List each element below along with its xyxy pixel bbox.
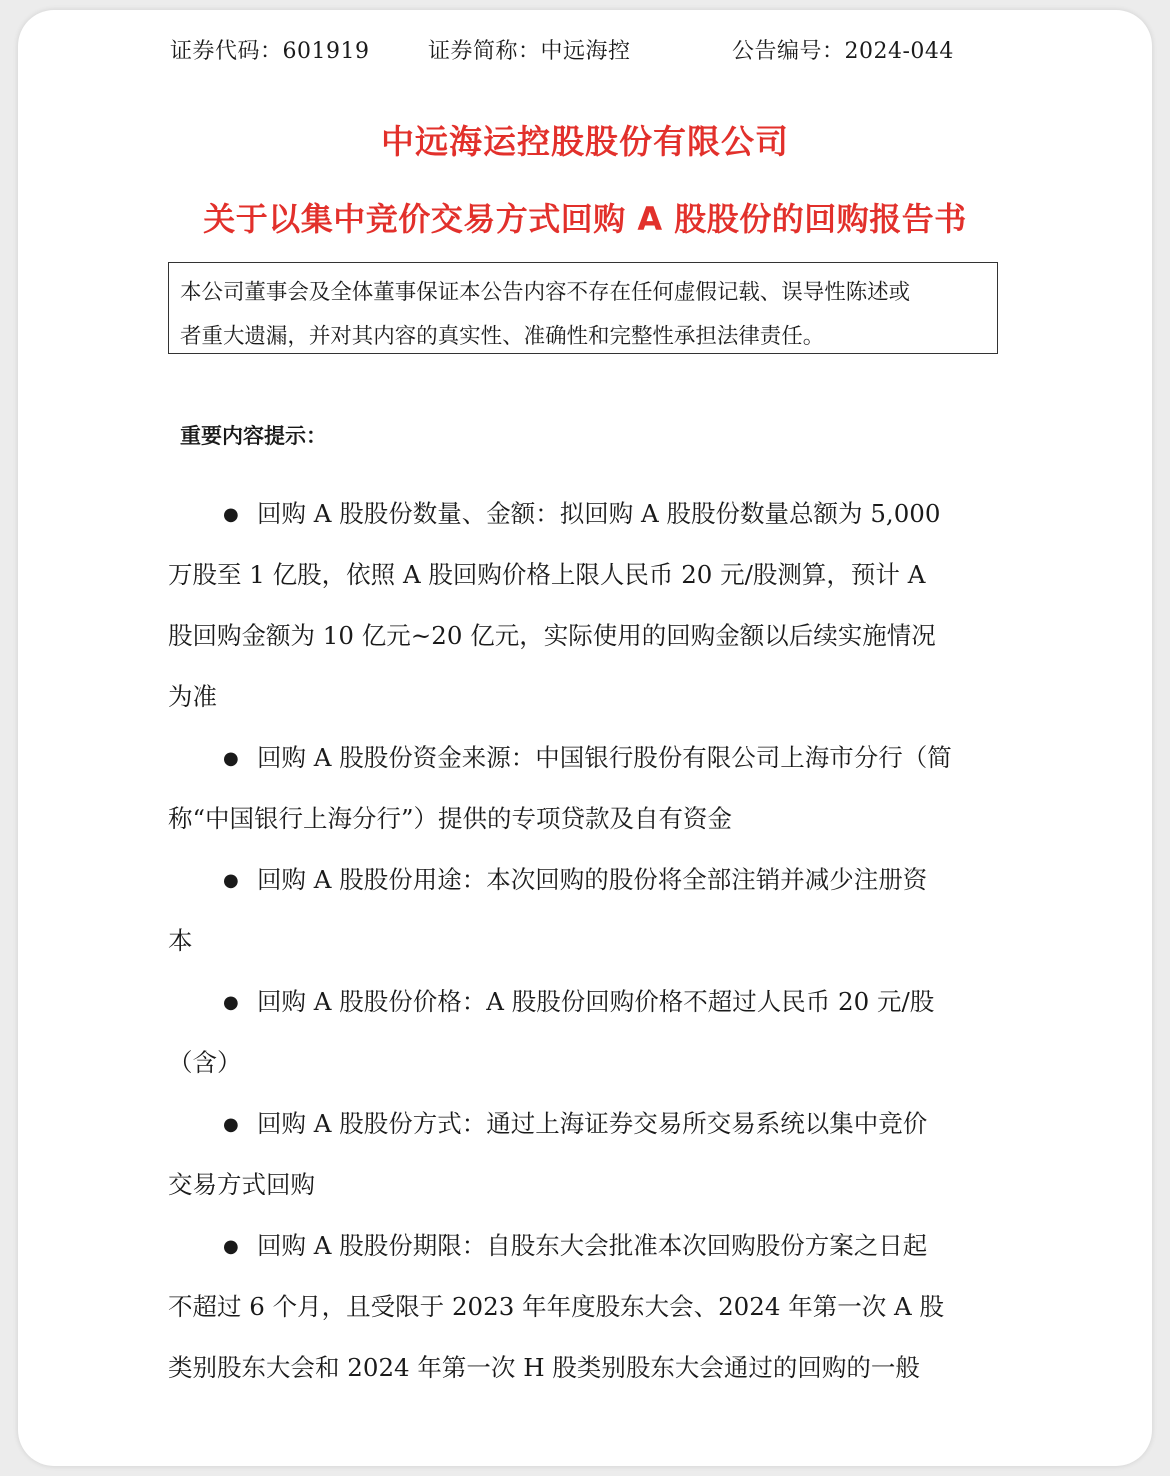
item-purpose-line: 本 xyxy=(168,926,193,955)
important-label: 重要内容提示： xyxy=(180,424,327,448)
stock-code: 证券代码：601919 xyxy=(170,39,370,64)
bullet-icon: ● xyxy=(223,1114,239,1135)
item-price-line: （含） xyxy=(168,1048,242,1077)
item-method-line: 交易方式回购 xyxy=(168,1170,315,1199)
item-quantity-line: 股回购金额为 10 亿元~20 亿元，实际使用的回购金额以后续实施情况 xyxy=(168,621,936,650)
company-title: 中远海运控股股份有限公司 xyxy=(381,122,789,161)
item-text: 回购 A 股股份数量、金额：拟回购 A 股股份数量总额为 5,000 xyxy=(257,499,941,528)
item-period-line: 类别股东大会和 2024 年第一次 H 股类别股东大会通过的回购的一般 xyxy=(168,1353,920,1382)
item-text: 回购 A 股股份价格：A 股股份回购价格不超过人民币 20 元/股 xyxy=(257,987,935,1016)
disclaimer-box xyxy=(168,262,998,354)
bullet-icon: ● xyxy=(223,504,239,525)
item-text: 回购 A 股股份用途：本次回购的股份将全部注销并减少注册资 xyxy=(257,865,928,894)
report-title: 关于以集中竞价交易方式回购 A 股股份的回购报告书 xyxy=(203,200,967,238)
item-period-line: 不超过 6 个月，且受限于 2023 年年度股东大会、2024 年第一次 A 股 xyxy=(168,1292,944,1321)
item-purpose-line xyxy=(223,862,927,899)
item-price-line xyxy=(223,984,934,1021)
item-quantity-line: 万股至 1 亿股，依照 A 股回购价格上限人民币 20 元/股测算，预计 A xyxy=(168,560,926,589)
bullet-icon: ● xyxy=(223,1236,239,1257)
disclaimer-line: 者重大遗漏，并对其内容的真实性、准确性和完整性承担法律责任。 xyxy=(180,324,825,349)
stock-short-name: 证券简称：中远海控 xyxy=(428,39,631,64)
item-period-line xyxy=(223,1228,927,1265)
disclaimer-line: 本公司董事会及全体董事保证本公告内容不存在任何虚假记载、误导性陈述或 xyxy=(180,280,911,305)
item-quantity-line xyxy=(223,496,940,533)
item-quantity-line: 为准 xyxy=(168,682,217,711)
item-text: 回购 A 股股份资金来源：中国银行股份有限公司上海市分行（简 xyxy=(257,743,952,772)
bullet-icon: ● xyxy=(223,870,239,891)
item-funding-line xyxy=(223,740,952,777)
item-text: 回购 A 股股份期限：自股东大会批准本次回购股份方案之日起 xyxy=(257,1231,928,1260)
announcement-number: 公告编号：2024-044 xyxy=(732,39,954,64)
bullet-icon: ● xyxy=(223,748,239,769)
bullet-icon: ● xyxy=(223,992,239,1013)
item-text: 回购 A 股股份方式：通过上海证券交易所交易系统以集中竞价 xyxy=(257,1109,928,1138)
item-funding-line: 称“中国银行上海分行”）提供的专项贷款及自有资金 xyxy=(168,804,733,833)
document-page xyxy=(18,10,1152,1466)
item-method-line xyxy=(223,1106,927,1143)
